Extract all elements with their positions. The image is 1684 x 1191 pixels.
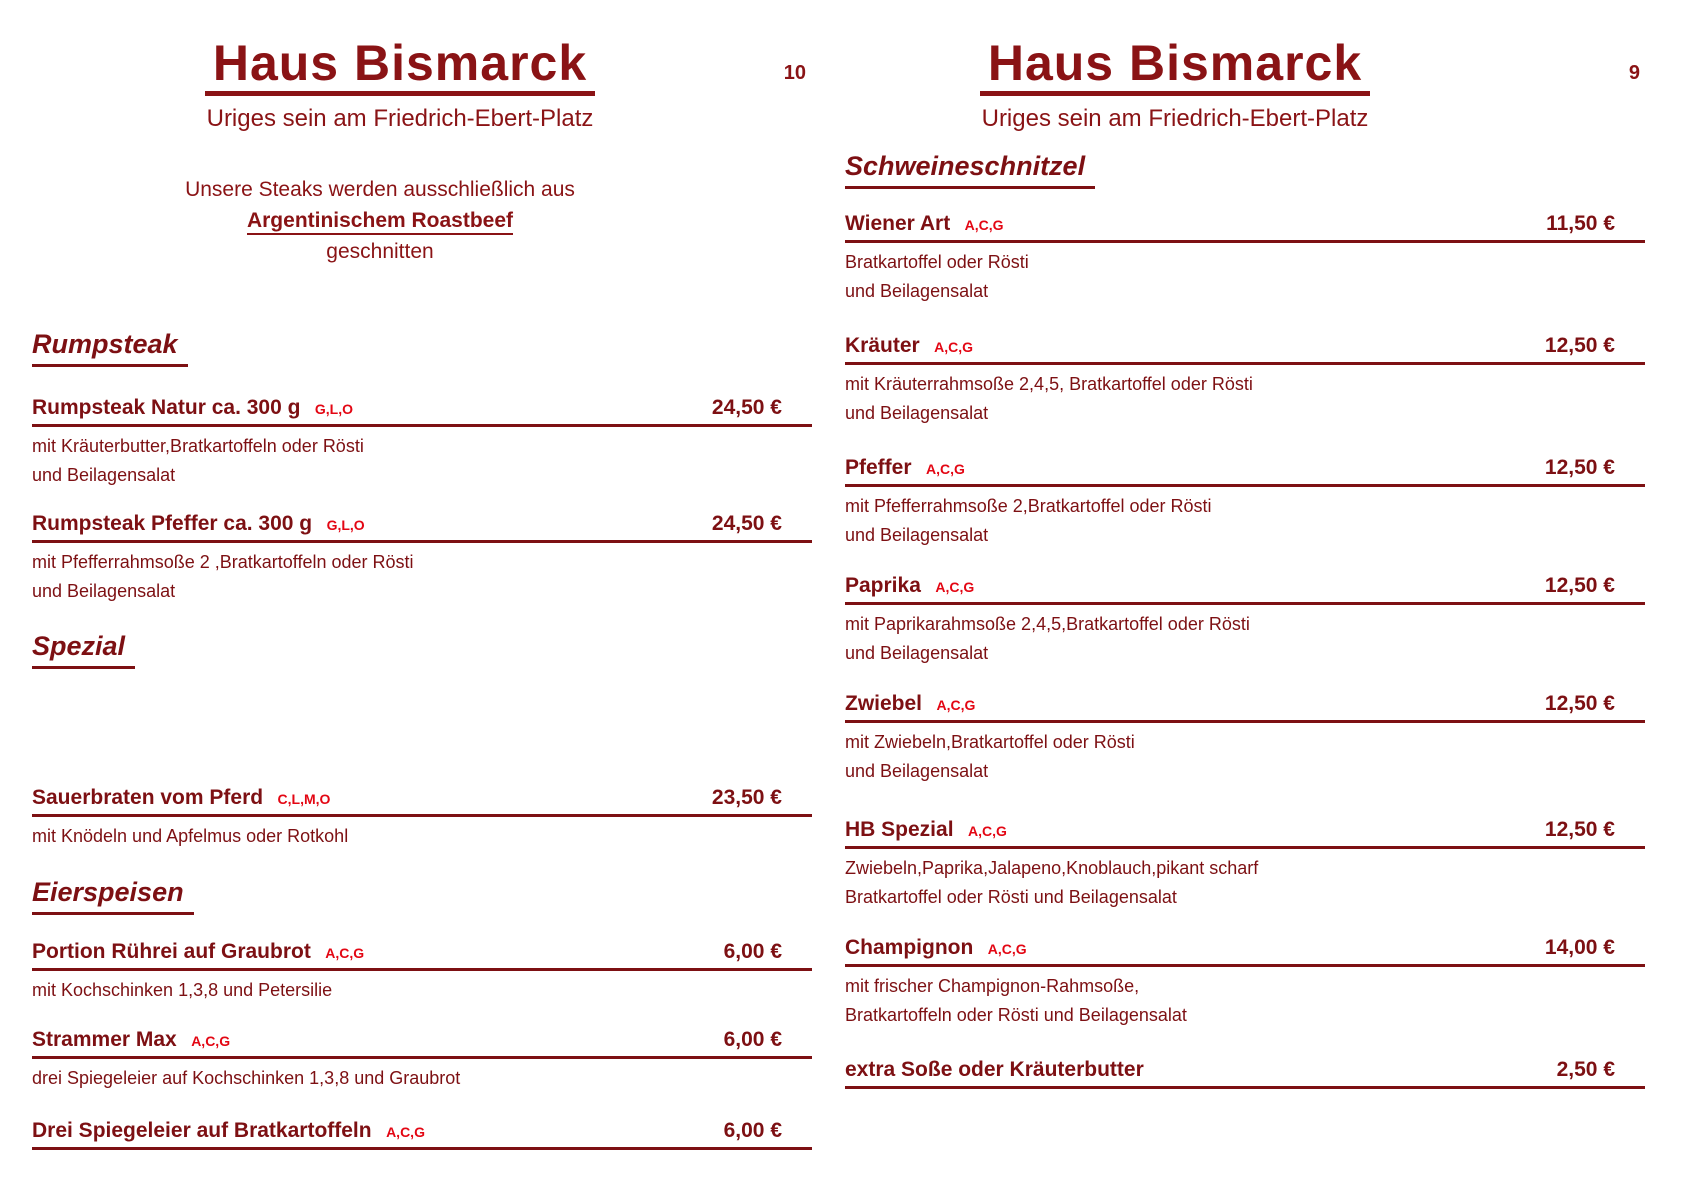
intro-line-1: Unsere Steaks werden ausschließlich aus [185,178,575,201]
item-row [32,786,812,817]
item-description: und Beilagensalat [32,465,176,485]
left-page-number: 10 [783,62,806,84]
section-heading-rumpsteak: Rumpsteak [32,330,188,367]
right-page-number: 9 [1628,62,1640,84]
item-description: mit Kochschinken 1,3,8 und Petersilie [32,980,333,1000]
item-row [845,334,1645,365]
menu-item-sauerbraten [32,786,812,847]
item-name: Sauerbraten vom Pferd [32,786,264,809]
item-description: und Beilagensalat [845,403,989,423]
item-price: 2,50 € [1556,1058,1615,1081]
menu-item-rumpsteak-natur [32,396,812,486]
item-name: Wiener Art [845,212,951,235]
restaurant-name [30,35,770,96]
menu-item-kraeuter [845,334,1645,424]
restaurant-name [845,35,1505,96]
item-price: 24,50 € [711,396,782,419]
item-price: 14,00 € [1544,936,1615,959]
item-description: mit Knödeln und Apfelmus oder Rotkohl [32,826,349,846]
restaurant-tagline: Uriges sein am Friedrich-Ebert-Platz [981,105,1369,132]
item-row [845,456,1645,487]
item-price: 12,50 € [1544,574,1615,597]
item-description: mit Kräuterrahmsoße 2,4,5, Bratkartoffel oder Rösti [845,374,1253,394]
menu-item-paprika [845,574,1645,664]
item-row [32,1119,812,1150]
section-heading-spezial: Spezial [32,632,135,669]
item-price: 23,50 € [711,786,782,809]
item-row [845,818,1645,849]
item-allergens: A,C,G [925,461,965,477]
item-allergens: A,C,G [936,697,976,713]
item-description: mit frischer Champignon-Rahmsoße, [845,976,1140,996]
item-name: Drei Spiegeleier auf Bratkartoffeln [32,1119,372,1142]
item-row [845,212,1645,243]
item-price: 12,50 € [1544,818,1615,841]
item-name: extra Soße oder Kräuterbutter [845,1058,1144,1081]
item-allergens: A,C,G [386,1124,425,1140]
menu-item-extra-sosse [845,1058,1645,1089]
item-row [32,940,812,971]
left-page-header [30,35,770,133]
item-description: und Beilagensalat [845,761,989,781]
section-heading-eierspeisen: Eierspeisen [32,878,194,915]
item-price: 12,50 € [1544,692,1615,715]
item-row [32,512,812,543]
item-price: 6,00 € [723,1028,782,1051]
item-name: Portion Rührei auf Graubrot [32,940,311,963]
item-description: mit Zwiebeln,Bratkartoffel oder Rösti [845,732,1135,752]
item-price: 6,00 € [723,1119,782,1142]
item-price: 12,50 € [1544,334,1615,357]
item-allergens: A,C,G [935,579,975,595]
item-price: 11,50 € [1546,212,1615,235]
item-name: HB Spezial [845,818,954,841]
item-name: Strammer Max [32,1028,177,1051]
item-description: und Beilagensalat [845,525,989,545]
item-row [845,936,1645,967]
intro-line-3: geschnitten [326,240,434,263]
intro-line-2: Argentinischem Roastbeef [5,205,755,236]
item-row [32,1028,812,1059]
item-description: und Beilagensalat [845,281,989,301]
restaurant-tagline: Uriges sein am Friedrich-Ebert-Platz [206,105,594,132]
item-allergens: C,L,M,O [277,791,331,807]
item-description: und Beilagensalat [32,581,176,601]
item-price: 6,00 € [723,940,782,963]
item-allergens: A,C,G [967,823,1007,839]
item-name: Paprika [845,574,921,597]
item-price: 24,50 € [711,512,782,535]
item-description: Zwiebeln,Paprika,Jalapeno,Knoblauch,pikant scharf [845,858,1259,878]
menu-item-wiener-art [845,212,1645,302]
item-allergens: A,C,G [325,945,365,961]
item-name: Rumpsteak Natur ca. 300 g [32,396,301,419]
item-description: Bratkartoffeln oder Rösti und Beilagensalat [845,1005,1187,1025]
menu-item-zwiebel [845,692,1645,782]
item-name: Champignon [845,936,974,959]
menu-item-champignon [845,936,1645,1026]
item-description: Bratkartoffel oder Rösti und Beilagensalat [845,887,1177,907]
item-name: Pfeffer [845,456,912,479]
item-description: mit Kräuterbutter,Bratkartoffeln oder Rösti [32,436,364,456]
menu-item-strammer-max [32,1028,812,1089]
item-description: mit Paprikarahmsoße 2,4,5,Bratkartoffel oder Rösti [845,614,1250,634]
item-row [845,1058,1645,1089]
item-allergens: A,C,G [964,217,1004,233]
item-description: drei Spiegeleier auf Kochschinken 1,3,8 und Graubrot [32,1068,461,1088]
steak-intro [5,174,755,267]
item-allergens: A,C,G [191,1033,231,1049]
menu-item-ruehrei [32,940,812,1001]
menu-item-drei-spiegeleier [32,1119,812,1150]
item-description: mit Pfefferrahmsoße 2,Bratkartoffel oder Rösti [845,496,1212,516]
menu-item-pfeffer [845,456,1645,546]
item-description: und Beilagensalat [845,643,989,663]
item-allergens: A,C,G [987,941,1027,957]
menu-item-hb-spezial [845,818,1645,908]
right-page-header [845,35,1505,133]
menu-item-rumpsteak-pfeffer [32,512,812,602]
item-price: 12,50 € [1544,456,1615,479]
item-description: mit Pfefferrahmsoße 2 ,Bratkartoffeln oder Rösti [32,552,414,572]
item-allergens: G,L,O [326,517,365,533]
item-allergens: G,L,O [314,401,354,417]
item-allergens: A,C,G [934,339,974,355]
item-row [845,692,1645,723]
item-description: Bratkartoffel oder Rösti [845,252,1029,272]
item-name: Kräuter [845,334,920,357]
item-row [845,574,1645,605]
restaurant-name-text: Haus Bismarck [205,38,595,96]
section-heading-schweineschnitzel: Schweineschnitzel [845,152,1095,189]
item-name: Zwiebel [845,692,923,715]
restaurant-name-text: Haus Bismarck [980,38,1370,96]
item-row [32,396,812,427]
item-name: Rumpsteak Pfeffer ca. 300 g [32,512,313,535]
